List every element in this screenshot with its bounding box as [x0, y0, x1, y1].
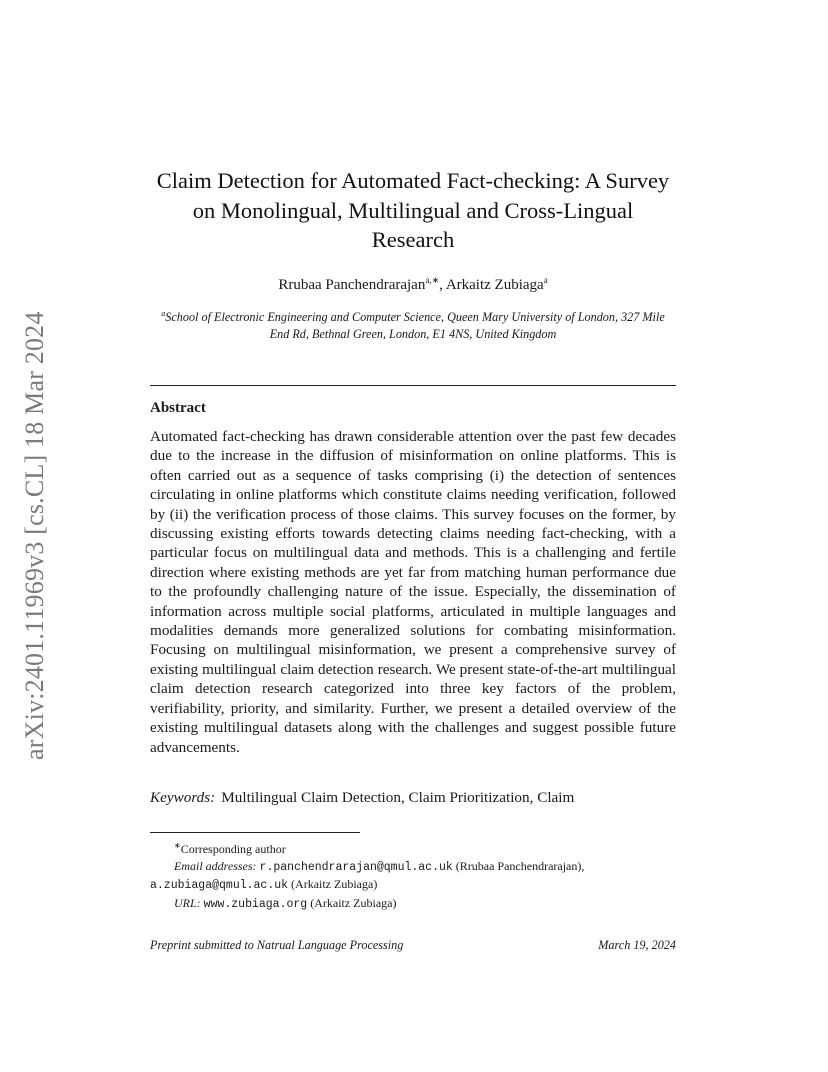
author-affiliation-mark: a [543, 275, 548, 285]
keywords-text: Multilingual Claim Detection, Claim Prioritization, Claim [221, 789, 575, 806]
arxiv-identifier: arXiv:2401.11969v3 [cs.CL] 18 Mar 2024 [20, 311, 49, 760]
author-name: Rrubaa Panchendrarajan [278, 277, 426, 293]
author-affiliation-mark: a,∗ [425, 275, 440, 285]
footnote-divider [150, 832, 360, 833]
abstract-text: Automated fact-checking has drawn considerable attention over the past few decades due to the increase in the diffusion of misinformation on online platforms. This is often carried out as a sequence of tasks comprising (i) the detection of sentences circulating in online platforms which constitute claims needing verification, followed by (ii) the verification process of those claims. This survey focuses on the former, by discussing existing efforts towards detecting claims needing fact-checking, with a particular focus on multilingual data and methods. This is a challenging and fertile direction where existing methods are yet far from matching human performance due to the profoundly challenging nature of the issue. Especially, the dissemination of information across multiple social platforms, articulated in multiple languages and modalities demands more generalized solutions for combating misinformation. Focusing on multilingual misinformation, we present a comprehensive survey of existing multilingual claim detection research. We present state-of-the-art multilingual claim detection research categorized into three key factors of the problem, verifiability, priority, and similarity. Further, we present a detailed overview of the existing multilingual datasets along with the challenges and suggest possible future advancements. [150, 428, 676, 756]
corresponding-author-note [150, 837, 676, 858]
url-link[interactable]: www.zubiaga.org [203, 897, 308, 911]
page-footer [150, 938, 676, 953]
affiliation-mark: a [161, 309, 166, 318]
author-name: Arkaitz Zubiaga [445, 277, 544, 293]
author-separator: , [439, 277, 446, 293]
footer-date: March 19, 2024 [598, 938, 676, 952]
footer-preprint-note: Preprint submitted to Natrual Language Processing [150, 938, 404, 952]
url-label: URL: [174, 895, 201, 910]
email-owner: (Rrubaa Panchendrarajan), [452, 859, 585, 874]
paper-title: Claim Detection for Automated Fact-checking: A Survey on Monolingual, Multilingual and Cross-Lingual Research [156, 168, 670, 252]
footnotes [150, 837, 676, 913]
abstract-heading: Abstract [150, 400, 206, 416]
corresponding-mark: ∗ [174, 841, 181, 850]
affiliation-text: School of Electronic Engineering and Computer Science, Queen Mary University of London, 327 Mile End Rd, Bethnal Green, London, E1 4NS, United Kingdom [165, 310, 665, 342]
author-list [150, 275, 676, 294]
header-divider [150, 385, 676, 386]
email-note [150, 858, 676, 894]
url-owner: (Arkaitz Zubiaga) [307, 895, 397, 910]
email-link[interactable]: a.zubiaga@qmul.ac.uk [150, 879, 289, 893]
url-note [150, 895, 676, 913]
email-owner: (Arkaitz Zubiaga) [288, 877, 378, 892]
corresponding-text: Corresponding author [180, 842, 286, 856]
email-label: Email addresses: [174, 859, 257, 874]
keywords [150, 789, 676, 807]
affiliation [150, 305, 676, 343]
keywords-label: Keywords: [150, 789, 216, 806]
email-link[interactable]: r.panchendrarajan@qmul.ac.uk [259, 861, 453, 875]
